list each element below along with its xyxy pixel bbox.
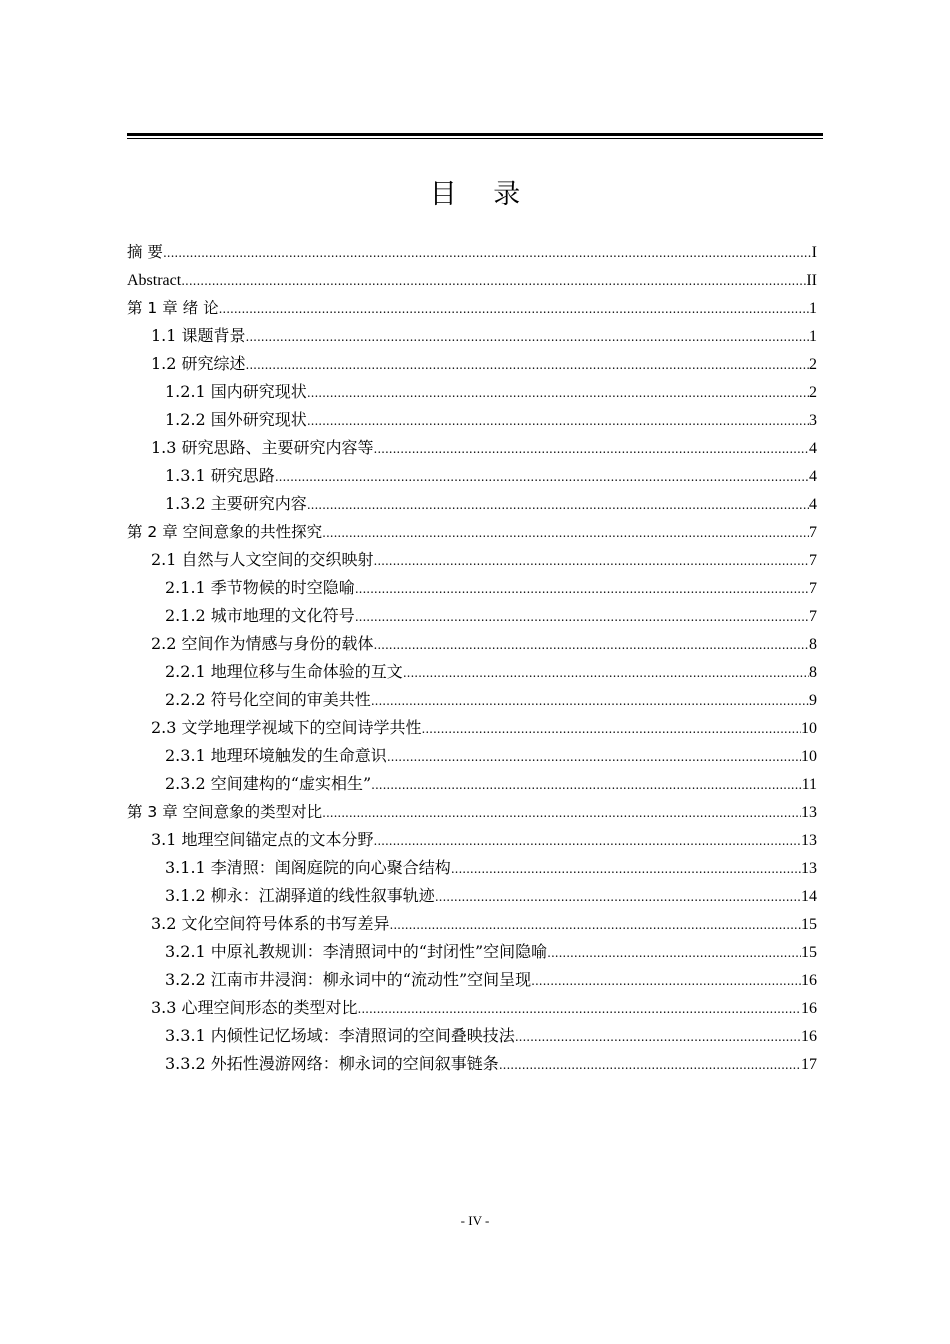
toc-entry-page: 4 bbox=[809, 468, 817, 485]
toc-entry[interactable] bbox=[127, 238, 817, 266]
toc-entry-label: 2.3 文学地理学视域下的空间诗学共性 bbox=[151, 718, 422, 737]
page-number-footer: - IV - bbox=[460, 1213, 490, 1228]
toc-entry-page: 16 bbox=[801, 1000, 817, 1017]
toc-entry[interactable] bbox=[127, 798, 817, 826]
toc-entry-page: 8 bbox=[809, 636, 817, 653]
toc-entry[interactable] bbox=[127, 854, 817, 882]
toc-entry[interactable] bbox=[127, 882, 817, 910]
toc-entry-page: 7 bbox=[809, 552, 817, 569]
toc-dot-leader bbox=[322, 798, 801, 827]
toc-dot-leader bbox=[355, 574, 809, 603]
toc-entry[interactable] bbox=[127, 518, 817, 546]
toc-entry[interactable] bbox=[127, 994, 817, 1022]
toc-entry-page: 14 bbox=[801, 888, 817, 905]
toc-entry-label: 1.2 研究综述 bbox=[151, 354, 246, 373]
toc-dot-leader bbox=[387, 742, 801, 771]
toc-entry[interactable] bbox=[127, 686, 817, 714]
toc-dot-leader bbox=[403, 658, 809, 687]
toc-entry-page: 2 bbox=[809, 384, 817, 401]
toc-dot-leader bbox=[219, 294, 809, 323]
toc-entry-page: 1 bbox=[809, 300, 817, 317]
toc-entry-page: II bbox=[806, 272, 817, 289]
toc-dot-leader bbox=[246, 350, 809, 379]
toc-entry[interactable] bbox=[127, 966, 817, 994]
toc-entry[interactable] bbox=[127, 658, 817, 686]
toc-dot-leader bbox=[435, 882, 801, 911]
toc-entry-page: I bbox=[811, 244, 817, 261]
toc-dot-leader bbox=[374, 434, 809, 463]
toc-entry[interactable] bbox=[127, 742, 817, 770]
table-of-contents bbox=[127, 238, 817, 1078]
toc-entry-page: 10 bbox=[801, 748, 817, 765]
toc-entry[interactable] bbox=[127, 462, 817, 490]
toc-entry-label: 2.1.1 季节物候的时空隐喻 bbox=[165, 578, 355, 597]
toc-entry-page: 4 bbox=[809, 496, 817, 513]
toc-dot-leader bbox=[307, 406, 809, 435]
toc-entry-page: 15 bbox=[801, 944, 817, 961]
toc-entry[interactable] bbox=[127, 574, 817, 602]
toc-dot-leader bbox=[181, 266, 806, 295]
toc-dot-leader bbox=[390, 910, 801, 939]
toc-entry-label: 2.2 空间作为情感与身份的载体 bbox=[151, 634, 374, 653]
toc-entry[interactable] bbox=[127, 1050, 817, 1078]
toc-dot-leader bbox=[422, 714, 801, 743]
toc-dot-leader bbox=[374, 826, 801, 855]
toc-dot-leader bbox=[451, 854, 801, 883]
toc-dot-leader bbox=[374, 630, 809, 659]
toc-entry-label: 1.3.2 主要研究内容 bbox=[165, 494, 307, 513]
toc-entry[interactable] bbox=[127, 350, 817, 378]
toc-entry-label: 3.1 地理空间锚定点的文本分野 bbox=[151, 830, 374, 849]
toc-entry[interactable] bbox=[127, 406, 817, 434]
toc-entry-page: 2 bbox=[809, 356, 817, 373]
toc-entry-label: 1.2.1 国内研究现状 bbox=[165, 382, 307, 401]
toc-entry-page: 8 bbox=[809, 664, 817, 681]
toc-entry-label: 3.2.2 江南市井浸润：柳永词中的“流动性”空间呈现 bbox=[165, 970, 532, 989]
toc-entry[interactable] bbox=[127, 434, 817, 462]
toc-dot-leader bbox=[322, 518, 809, 547]
toc-dot-leader bbox=[275, 462, 809, 491]
toc-entry-label: 2.3.2 空间建构的“虚实相生” bbox=[165, 774, 372, 793]
toc-entry-label: 1.2.2 国外研究现状 bbox=[165, 410, 307, 429]
header-rule-thick bbox=[127, 133, 823, 136]
toc-entry-label: 3.2.1 中原礼教规训：李清照词中的“封闭性”空间隐喻 bbox=[165, 942, 548, 961]
toc-entry-label: 第 2 章 空间意象的共性探究 bbox=[127, 523, 323, 541]
toc-entry-label: 3.1.2 柳永：江湖驿道的线性叙事轨迹 bbox=[165, 886, 435, 905]
toc-entry[interactable] bbox=[127, 1022, 817, 1050]
toc-entry[interactable] bbox=[127, 714, 817, 742]
toc-dot-leader bbox=[355, 602, 809, 631]
toc-entry[interactable] bbox=[127, 378, 817, 406]
toc-entry-page: 17 bbox=[801, 1056, 817, 1073]
toc-entry-page: 4 bbox=[809, 440, 817, 457]
toc-dot-leader bbox=[246, 322, 809, 351]
toc-entry-label: 2.2.1 地理位移与生命体验的互文 bbox=[165, 662, 403, 681]
toc-dot-leader bbox=[307, 378, 809, 407]
toc-entry-page: 9 bbox=[809, 692, 817, 709]
toc-entry-label: 2.1 自然与人文空间的交织映射 bbox=[151, 550, 374, 569]
toc-entry-label: 3.2 文化空间符号体系的书写差异 bbox=[151, 914, 390, 933]
toc-entry-page: 10 bbox=[801, 720, 817, 737]
toc-entry[interactable] bbox=[127, 770, 817, 798]
toc-dot-leader bbox=[358, 994, 801, 1023]
toc-dot-leader bbox=[531, 966, 801, 995]
toc-entry-page: 16 bbox=[801, 972, 817, 989]
toc-dot-leader bbox=[547, 938, 801, 967]
toc-dot-leader bbox=[374, 546, 809, 575]
toc-entry[interactable] bbox=[127, 910, 817, 938]
toc-entry-page: 13 bbox=[801, 804, 817, 821]
toc-entry[interactable] bbox=[127, 322, 817, 350]
header-rule-thin bbox=[127, 138, 823, 139]
toc-entry[interactable] bbox=[127, 266, 817, 294]
toc-dot-leader bbox=[371, 686, 809, 715]
toc-entry-label: Abstract bbox=[127, 272, 182, 289]
toc-dot-leader bbox=[499, 1050, 801, 1079]
toc-dot-leader bbox=[163, 238, 812, 267]
toc-entry-page: 1 bbox=[809, 328, 817, 345]
toc-dot-leader bbox=[515, 1022, 801, 1051]
toc-entry-label: 1.3 研究思路、主要研究内容等 bbox=[151, 438, 374, 457]
toc-entry-label: 2.1.2 城市地理的文化符号 bbox=[165, 606, 355, 625]
page-title: 目 录 bbox=[429, 179, 535, 210]
toc-entry-page: 11 bbox=[801, 776, 817, 793]
toc-entry-page: 3 bbox=[809, 412, 817, 429]
toc-dot-leader bbox=[371, 770, 801, 799]
toc-entry-page: 13 bbox=[801, 860, 817, 877]
toc-entry-label: 3.3.1 内倾性记忆场域：李清照词的空间叠映技法 bbox=[165, 1026, 515, 1045]
toc-entry-page: 7 bbox=[809, 580, 817, 597]
toc-entry-label: 2.2.2 符号化空间的审美共性 bbox=[165, 690, 371, 709]
toc-entry-label: 1.1 课题背景 bbox=[151, 326, 246, 345]
toc-entry[interactable] bbox=[127, 546, 817, 574]
toc-entry-label: 摘 要 bbox=[127, 243, 163, 261]
toc-entry-page: 7 bbox=[809, 524, 817, 541]
toc-entry-label: 3.3 心理空间形态的类型对比 bbox=[151, 998, 358, 1017]
toc-dot-leader bbox=[307, 490, 809, 519]
toc-entry-label: 2.3.1 地理环境触发的生命意识 bbox=[165, 746, 387, 765]
toc-entry[interactable] bbox=[127, 938, 817, 966]
toc-entry-page: 13 bbox=[801, 832, 817, 849]
toc-entry[interactable] bbox=[127, 294, 817, 322]
toc-entry-page: 15 bbox=[801, 916, 817, 933]
toc-entry-label: 3.1.1 李清照：闺阁庭院的向心聚合结构 bbox=[165, 858, 451, 877]
toc-entry[interactable] bbox=[127, 490, 817, 518]
toc-entry-label: 3.3.2 外拓性漫游网络：柳永词的空间叙事链条 bbox=[165, 1054, 499, 1073]
toc-entry[interactable] bbox=[127, 602, 817, 630]
toc-entry-label: 第 3 章 空间意象的类型对比 bbox=[127, 803, 323, 821]
toc-entry-page: 7 bbox=[809, 608, 817, 625]
toc-entry-label: 1.3.1 研究思路 bbox=[165, 466, 275, 485]
toc-entry-page: 16 bbox=[801, 1028, 817, 1045]
toc-entry[interactable] bbox=[127, 630, 817, 658]
toc-entry-label: 第 1 章 绪 论 bbox=[127, 299, 219, 317]
toc-entry[interactable] bbox=[127, 826, 817, 854]
